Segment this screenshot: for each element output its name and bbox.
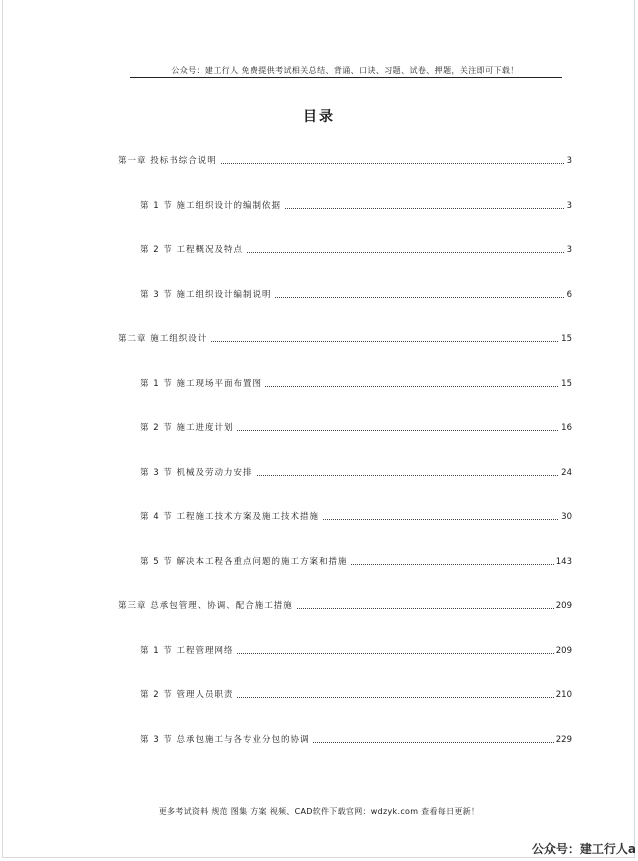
toc-entry-label: 第 2 节 工程概况及特点 <box>140 243 246 257</box>
toc-entry[interactable] <box>0 555 638 569</box>
toc-entry-label: 第一章 投标书综合说明 <box>118 154 220 168</box>
toc-entry[interactable] <box>0 199 638 213</box>
toc-entry-label: 第 1 节 工程管理网络 <box>140 644 237 658</box>
toc-entry-page-number: 3 <box>566 200 572 211</box>
toc-entry[interactable] <box>0 377 638 391</box>
toc-entry[interactable] <box>0 288 638 302</box>
toc-entry[interactable] <box>0 599 638 613</box>
watermark: 公众号：建工行人a <box>531 842 636 856</box>
toc-entry-page-number: 3 <box>566 156 572 166</box>
page-footer-text: 更多考试资料 规范 图集 方案 视频、CAD软件下载官网：wdzyk.com 查看每日更新！ <box>158 807 480 816</box>
toc-entry-label: 第二章 施工组织设计 <box>118 332 210 346</box>
page-header-text: 公众号：建工行人 免费提供考试相关总结、背诵、口诀、习题、试卷、押题，关注即可下载！ <box>171 66 519 75</box>
toc-entry-page-number: 30 <box>561 512 572 522</box>
toc-entry-page-number: 6 <box>566 289 572 300</box>
toc-entry-page-number: 229 <box>555 734 572 745</box>
toc-entry[interactable] <box>0 733 638 747</box>
toc-entry[interactable] <box>0 688 638 702</box>
toc-entry-label: 第 5 节 解决本工程各重点问题的施工方案和措施 <box>140 555 351 569</box>
toc-entry[interactable] <box>0 510 638 524</box>
toc-entry[interactable] <box>0 421 638 435</box>
toc-entry-page-number: 210 <box>555 690 572 700</box>
toc-entry-page-number: 209 <box>555 601 572 611</box>
toc-entry-page-number: 15 <box>561 334 572 344</box>
toc-entry-page-number: 15 <box>561 378 572 389</box>
toc-entry-label: 第 2 节 管理人员职责 <box>140 688 237 702</box>
toc-entry-page-number: 24 <box>561 467 572 478</box>
toc-entry[interactable] <box>0 154 638 168</box>
toc-title: 目录 <box>303 109 335 125</box>
toc-entry[interactable] <box>0 332 638 346</box>
toc-entry-label: 第 4 节 工程施工技术方案及施工技术措施 <box>140 510 322 524</box>
toc-entry[interactable] <box>0 644 638 658</box>
toc-entry-page-number: 3 <box>566 245 572 255</box>
toc-entry-page-number: 143 <box>555 556 572 567</box>
toc-entry-label: 第 3 节 总承包施工与各专业分包的协调 <box>140 733 313 747</box>
toc-entry-page-number: 16 <box>561 423 572 433</box>
toc-entry[interactable] <box>0 243 638 257</box>
toc-entry-label: 第 3 节 施工组织设计编制说明 <box>140 288 275 302</box>
toc-entry-label: 第 1 节 施工现场平面布置图 <box>140 377 265 391</box>
toc-entry-page-number: 209 <box>555 645 572 656</box>
toc-entry[interactable] <box>0 466 638 480</box>
toc-entry-label: 第 3 节 机械及劳动力安排 <box>140 466 256 480</box>
toc-entry-label: 第三章 总承包管理、协调、配合施工措施 <box>118 599 296 613</box>
toc-entry-label: 第 1 节 施工组织设计的编制依据 <box>140 199 284 213</box>
toc-entry-label: 第 2 节 施工进度计划 <box>140 421 237 435</box>
